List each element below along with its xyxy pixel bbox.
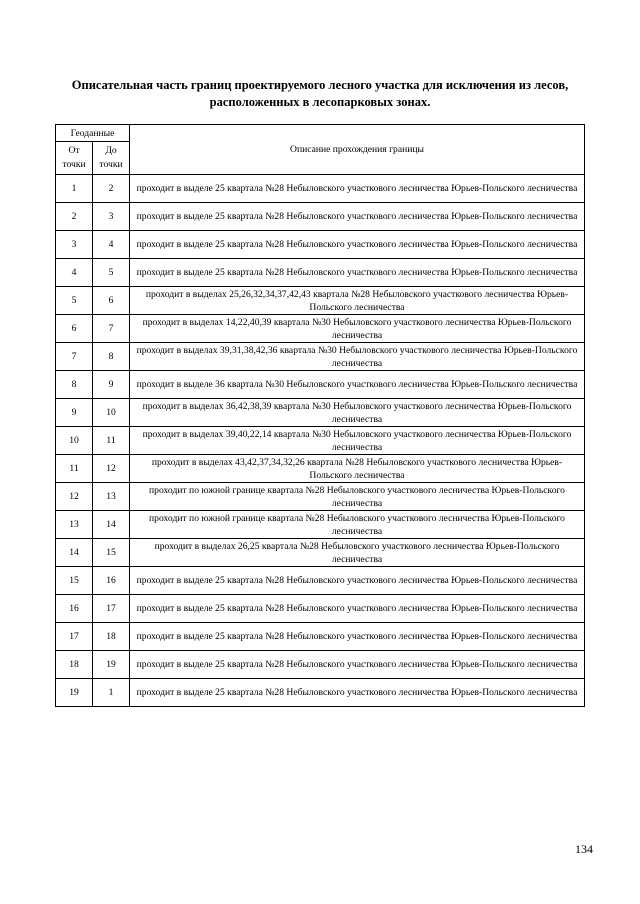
description-cell: проходит в выделе 25 квартала №28 Небыловского участкового лесничества Юрьев-Польского лесничества: [130, 595, 585, 623]
from-point-cell: 8: [56, 371, 93, 399]
description-cell: проходит по южной границе квартала №28 Небыловского участкового лесничества Юрьев-Польского лесничества: [130, 511, 585, 539]
table-body: [56, 175, 585, 707]
description-cell: проходит в выделах 39,31,38,42,36 квартала №30 Небыловского участкового лесничества Юрьев-Польского лесничества: [130, 343, 585, 371]
table-row: [56, 679, 585, 707]
table-row: [56, 539, 585, 567]
to-point-cell: 5: [93, 259, 130, 287]
to-point-cell: 3: [93, 203, 130, 231]
geodata-header: Геоданные: [56, 125, 130, 142]
to-point-cell: 7: [93, 315, 130, 343]
from-point-cell: 3: [56, 231, 93, 259]
description-cell: проходит в выделе 25 квартала №28 Небыловского участкового лесничества Юрьев-Польского лесничества: [130, 231, 585, 259]
to-point-cell: 17: [93, 595, 130, 623]
to-point-cell: 8: [93, 343, 130, 371]
to-point-cell: 2: [93, 175, 130, 203]
table-row: [56, 315, 585, 343]
description-cell: проходит по южной границе квартала №28 Небыловского участкового лесничества Юрьев-Польского лесничества: [130, 483, 585, 511]
to-point-cell: 9: [93, 371, 130, 399]
from-point-cell: 16: [56, 595, 93, 623]
from-point-header: От точки: [56, 142, 93, 175]
description-cell: проходит в выделах 43,42,37,34,32,26 квартала №28 Небыловского участкового лесничества Юрьев-Польского лесничества: [130, 455, 585, 483]
description-cell: проходит в выделах 36,42,38,39 квартала №30 Небыловского участкового лесничества Юрьев-Польского лесничества: [130, 399, 585, 427]
from-point-cell: 12: [56, 483, 93, 511]
to-point-cell: 13: [93, 483, 130, 511]
from-point-cell: 13: [56, 511, 93, 539]
description-cell: проходит в выделе 25 квартала №28 Небыловского участкового лесничества Юрьев-Польского лесничества: [130, 175, 585, 203]
table-row: [56, 175, 585, 203]
table-row: [56, 203, 585, 231]
boundary-table: [55, 124, 585, 707]
description-cell: проходит в выделах 14,22,40,39 квартала №30 Небыловского участкового лесничества Юрьев-Польского лесничества: [130, 315, 585, 343]
description-cell: проходит в выделе 25 квартала №28 Небыловского участкового лесничества Юрьев-Польского лесничества: [130, 567, 585, 595]
from-point-cell: 9: [56, 399, 93, 427]
from-point-cell: 10: [56, 427, 93, 455]
to-point-cell: 6: [93, 287, 130, 315]
description-cell: проходит в выделах 26,25 квартала №28 Небыловского участкового лесничества Юрьев-Польского лесничества: [130, 539, 585, 567]
to-point-cell: 14: [93, 511, 130, 539]
table-row: [56, 343, 585, 371]
description-cell: проходит в выделе 25 квартала №28 Небыловского участкового лесничества Юрьев-Польского лесничества: [130, 679, 585, 707]
to-point-cell: 10: [93, 399, 130, 427]
from-point-cell: 1: [56, 175, 93, 203]
from-point-cell: 5: [56, 287, 93, 315]
table-row: [56, 399, 585, 427]
to-point-cell: 4: [93, 231, 130, 259]
table-row: [56, 231, 585, 259]
from-point-cell: 15: [56, 567, 93, 595]
page-number: 134: [575, 842, 593, 856]
table-row: [56, 567, 585, 595]
from-point-cell: 14: [56, 539, 93, 567]
table-row: [56, 259, 585, 287]
document-title: Описательная часть границ проектируемого лесного участка для исключения из лесов, расположенных в лесопарковых зонах.: [71, 78, 569, 109]
from-point-cell: 17: [56, 623, 93, 651]
to-point-cell: 15: [93, 539, 130, 567]
description-header: Описание прохождения границы: [130, 125, 585, 175]
to-point-cell: 18: [93, 623, 130, 651]
to-point-cell: 1: [93, 679, 130, 707]
description-cell: проходит в выделе 25 квартала №28 Небыловского участкового лесничества Юрьев-Польского лесничества: [130, 623, 585, 651]
from-point-cell: 19: [56, 679, 93, 707]
from-point-cell: 2: [56, 203, 93, 231]
from-point-cell: 11: [56, 455, 93, 483]
table-row: [56, 623, 585, 651]
table-row: [56, 287, 585, 315]
table-row: [56, 651, 585, 679]
table-row: [56, 595, 585, 623]
to-point-cell: 19: [93, 651, 130, 679]
to-point-cell: 12: [93, 455, 130, 483]
description-cell: проходит в выделах 39,40,22,14 квартала №30 Небыловского участкового лесничества Юрьев-Польского лесничества: [130, 427, 585, 455]
table-row: [56, 511, 585, 539]
description-cell: проходит в выделах 25,26,32,34,37,42,43 квартала №28 Небыловского участкового лесничества Юрьев-Польского лесничества: [130, 287, 585, 315]
from-point-cell: 18: [56, 651, 93, 679]
description-cell: проходит в выделе 36 квартала №30 Небыловского участкового лесничества Юрьев-Польского лесничества: [130, 371, 585, 399]
description-cell: проходит в выделе 25 квартала №28 Небыловского участкового лесничества Юрьев-Польского лесничества: [130, 203, 585, 231]
table-row: [56, 455, 585, 483]
table-row: [56, 483, 585, 511]
to-point-cell: 11: [93, 427, 130, 455]
from-point-cell: 4: [56, 259, 93, 287]
table-row: [56, 427, 585, 455]
from-point-cell: 7: [56, 343, 93, 371]
description-cell: проходит в выделе 25 квартала №28 Небыловского участкового лесничества Юрьев-Польского лесничества: [130, 259, 585, 287]
table-row: [56, 371, 585, 399]
description-cell: проходит в выделе 25 квартала №28 Небыловского участкового лесничества Юрьев-Польского лесничества: [130, 651, 585, 679]
from-point-cell: 6: [56, 315, 93, 343]
to-point-cell: 16: [93, 567, 130, 595]
to-point-header: До точки: [93, 142, 130, 175]
